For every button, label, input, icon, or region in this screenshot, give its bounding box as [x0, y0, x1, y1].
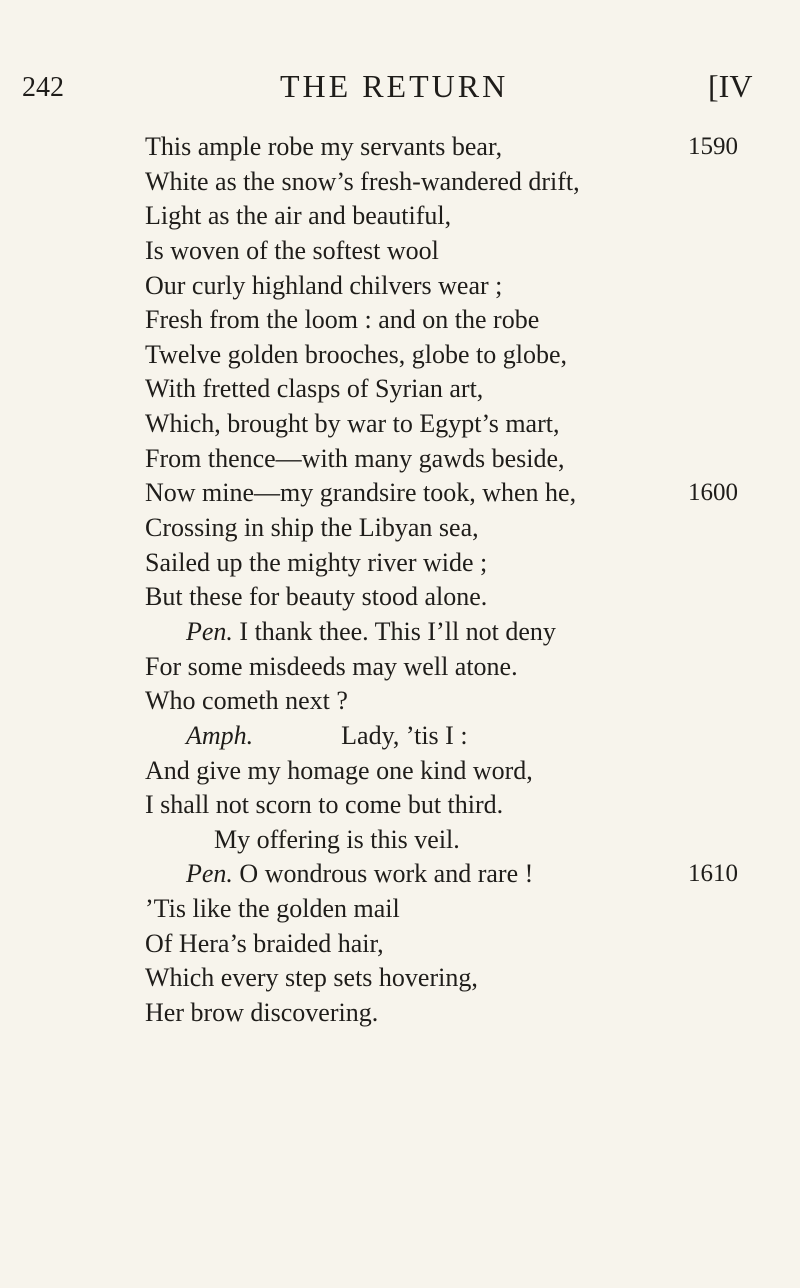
- verse-line: [0, 372, 800, 407]
- line-text: Her brow discovering.: [145, 998, 379, 1028]
- section-mark: [IV: [708, 68, 753, 104]
- verse-line: [0, 650, 800, 685]
- line-text: I shall not scorn to come but third.: [145, 790, 504, 820]
- line-text: [186, 615, 556, 650]
- line-text: My offering is this veil.: [214, 824, 460, 854]
- line-text: This ample robe my servants bear,: [145, 132, 503, 161]
- verse-block: [0, 130, 800, 1031]
- page-number: 242: [22, 72, 64, 103]
- line-text: Light as the air and beautiful,: [145, 201, 452, 231]
- speaker-label: Pen.: [186, 616, 233, 646]
- speaker-label: Pen.: [186, 859, 233, 889]
- verse-line: [0, 996, 800, 1031]
- line-text: White as the snow’s fresh-wandered drift,: [145, 166, 580, 196]
- verse-line: [0, 338, 800, 373]
- verse-line: [0, 303, 800, 338]
- verse-line: [0, 754, 800, 789]
- verse-line: [0, 684, 800, 719]
- verse-line: [0, 719, 800, 754]
- running-head: [0, 66, 800, 106]
- line-number: 1590: [688, 133, 738, 160]
- verse-line: [0, 511, 800, 546]
- verse-line: [0, 234, 800, 269]
- line-text: Twelve golden brooches, globe to globe,: [145, 339, 568, 369]
- verse-line: [0, 442, 800, 477]
- line-text: Of Hera’s braided hair,: [145, 928, 384, 958]
- verse-line: [0, 892, 800, 927]
- verse-line: [0, 961, 800, 996]
- verse-line: [0, 788, 800, 823]
- verse-line: [0, 130, 800, 165]
- section-title: THE RETURN: [280, 68, 509, 104]
- verse-line: [0, 165, 800, 200]
- line-text: Our curly highland chilvers wear ;: [145, 270, 503, 300]
- verse-line: [0, 580, 800, 615]
- line-text: Which every step sets hovering,: [145, 963, 478, 993]
- verse-line: [0, 857, 800, 892]
- line-number: 1610: [688, 860, 738, 888]
- verse-line: [0, 407, 800, 442]
- verse-line: [0, 615, 800, 650]
- line-text: Fresh from the loom : and on the robe: [145, 305, 540, 335]
- speech-text: I thank thee. This I’ll not deny: [239, 616, 556, 646]
- line-text: But these for beauty stood alone.: [145, 582, 488, 612]
- line-text: And give my homage one kind word,: [145, 755, 533, 785]
- verse-line: [0, 199, 800, 234]
- verse-line: [0, 269, 800, 304]
- line-text: Now mine—my grandsire took, when he,: [145, 478, 577, 508]
- speech-text: O wondrous work and rare !: [239, 859, 534, 889]
- speaker-label: Amph.: [186, 720, 254, 750]
- verse-line: [0, 546, 800, 581]
- line-text: For some misdeeds may well atone.: [145, 651, 518, 681]
- line-text: ’Tis like the golden mail: [145, 894, 400, 924]
- speech-text: Lady, ’tis I :: [341, 720, 468, 750]
- verse-line: [0, 823, 800, 858]
- line-text: Crossing in ship the Libyan sea,: [145, 513, 479, 543]
- line-number: 1600: [688, 479, 738, 507]
- line-text: Is woven of the softest wool: [145, 235, 439, 265]
- verse-line: [0, 927, 800, 962]
- line-text: With fretted clasps of Syrian art,: [145, 374, 484, 404]
- line-text: [186, 719, 468, 754]
- line-text: Which, brought by war to Egypt’s mart,: [145, 409, 560, 439]
- line-text: Who cometh next ?: [145, 686, 348, 716]
- verse-line: [0, 476, 800, 511]
- line-text: Sailed up the mighty river wide ;: [145, 547, 488, 577]
- line-text: From thence—with many gawds beside,: [145, 443, 565, 473]
- line-text: [186, 857, 533, 892]
